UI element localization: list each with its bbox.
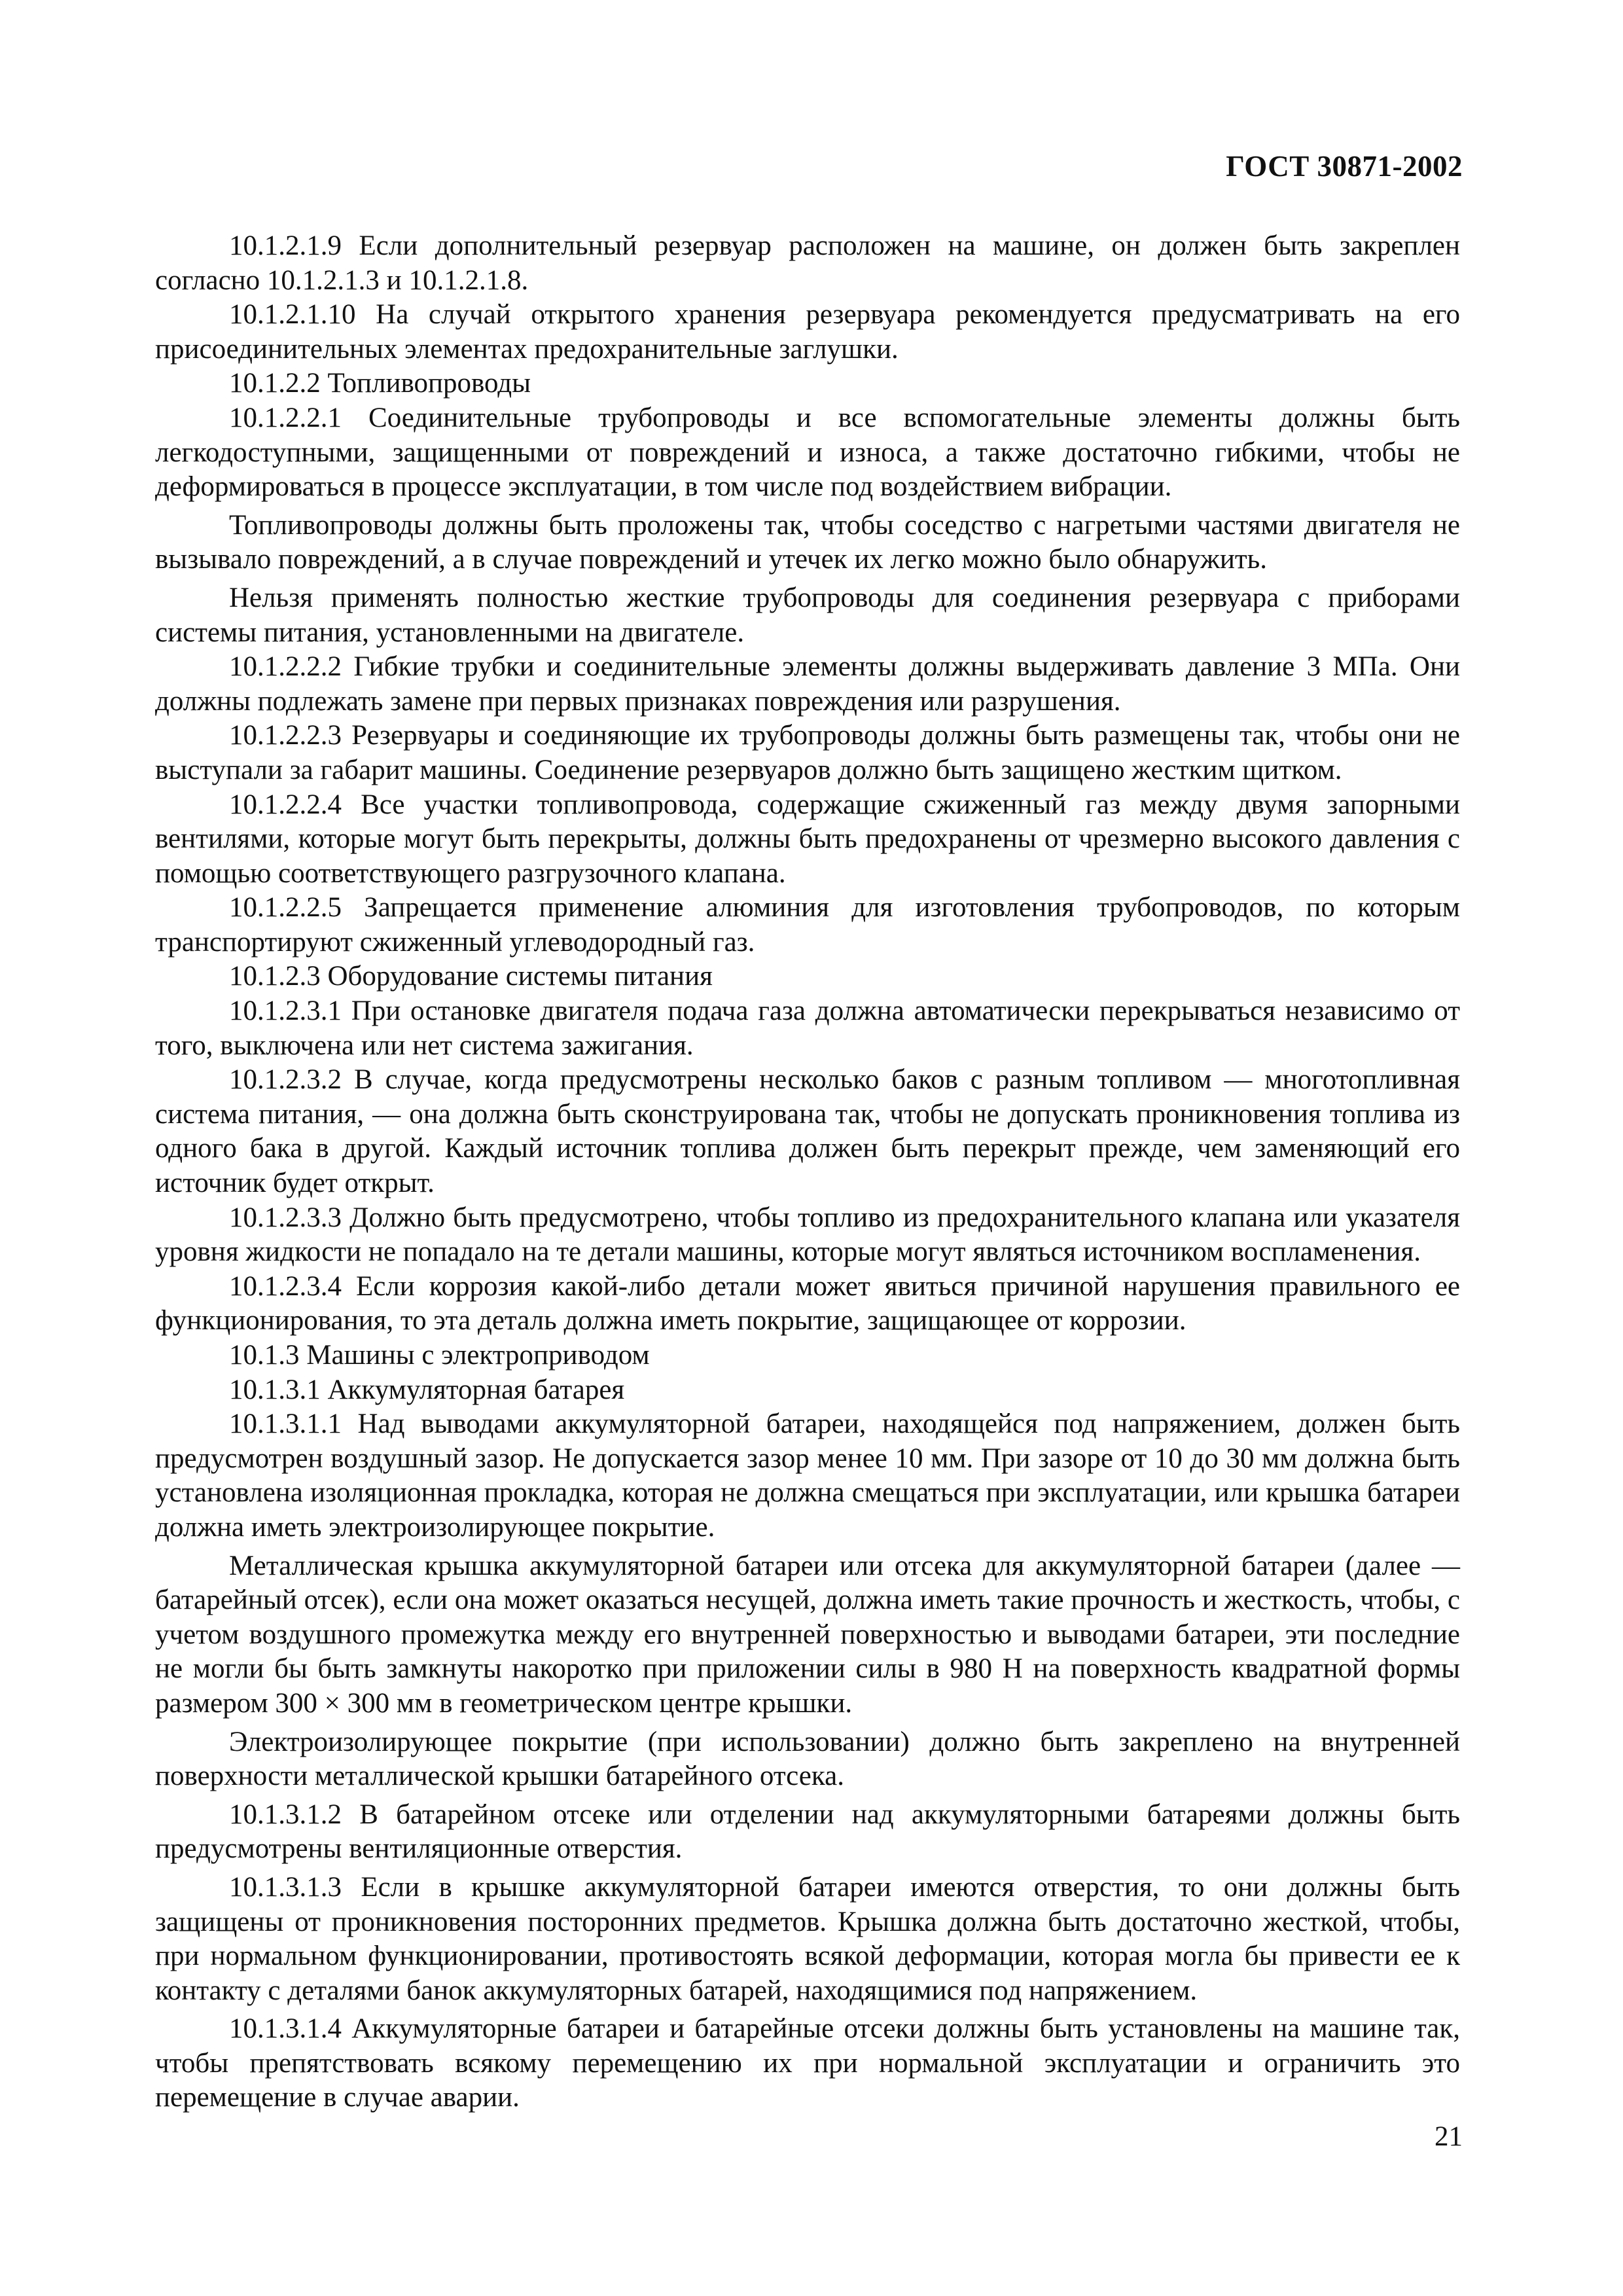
standard-designation: ГОСТ 30871-2002 xyxy=(1226,150,1463,183)
paragraph-insulating-coating: Электроизолирующее покрытие (при использовании) должно быть закреплено на внутренней поверхности металлической крышки батарейного отсека. xyxy=(155,1726,1460,1792)
paragraph-10-1-2-2-5: 10.1.2.2.5 Запрещается применение алюминия для изготовления трубопроводов, по которым транспортируют сжиженный углеводородный газ. xyxy=(155,892,1460,958)
paragraph-10-1-2-2-1: 10.1.2.2.1 Соединительные трубопроводы и все вспомогательные элементы должны быть легкодоступными, защищенными от повреждений и износа, а также достаточно гибкими, чтобы не деформироваться в процессе эксплуатации, в том числе под воздействием вибрации. xyxy=(155,402,1460,503)
paragraph-10-1-2-1-9: 10.1.2.1.9 Если дополнительный резервуар расположен на машине, он должен быть закреплен согласно 10.1.2.1.3 и 10.1.2.1.8. xyxy=(155,230,1460,296)
paragraph-10-1-2-3-4: 10.1.2.3.4 Если коррозия какой-либо детали может явиться причиной нарушения правильного ее функционирования, то эта деталь должна иметь покрытие, защищающее от коррозии. xyxy=(155,1270,1460,1336)
paragraph-10-1-2-2-2: 10.1.2.2.2 Гибкие трубки и соединительные элементы должны выдерживать давление 3 МПа. Они должны подлежать замене при первых признаках повреждения или разрушения. xyxy=(155,651,1460,717)
paragraph-10-1-2-1-10: 10.1.2.1.10 На случай открытого хранения резервуара рекомендуется предусматривать на его присоединительных элементах предохранительные заглушки. xyxy=(155,299,1460,365)
page-number: 21 xyxy=(1435,2121,1463,2152)
paragraph-10-1-2-2-3: 10.1.2.2.3 Резервуары и соединяющие их трубопроводы должны быть размещены так, чтобы они не выступали за габарит машины. Соединение резервуаров должно быть защищено жестким щитком. xyxy=(155,720,1460,785)
paragraph-10-1-2-3-3: 10.1.2.3.3 Должно быть предусмотрено, чтобы топливо из предохранительного клапана или указателя уровня жидкости не попадало на те детали машины, которые могут являться источником воспламенения. xyxy=(155,1202,1460,1268)
paragraph-10-1-2-3-2: 10.1.2.3.2 В случае, когда предусмотрены несколько баков с разным топливом — многотопливная система питания, — она должна быть сконструирована так, чтобы не допускать проникновения топлива из одного бака в другой. Каждый источник топлива должен быть перекрыт прежде, чем заменяющий его источник будет открыт. xyxy=(155,1064,1460,1199)
paragraph-metal-cover: Металлическая крышка аккумуляторной батареи или отсека для аккумуляторной батареи (далее — батарейный отсек), если она может оказаться несущей, должна иметь такие прочность и жесткость, чтобы, с учетом воздушного промежутка между его внутренней поверхностью и выводами батареи, эти последние не могли бы быть замкнуты накоротко при приложении силы в 980 Н на поверхность квадратной формы размером 300 × 300 мм в геометрическом центре крышки. xyxy=(155,1550,1460,1719)
section-heading-electric-machines: 10.1.3 Машины с электроприводом xyxy=(229,1340,650,1371)
section-heading-fuel-system-equipment: 10.1.2.3 Оборудование системы питания xyxy=(229,961,713,992)
paragraph-10-1-3-1-4: 10.1.3.1.4 Аккумуляторные батареи и батарейные отсеки должны быть установлены на машине так, чтобы препятствовать всякому перемещению их при нормальной эксплуатации и ограничить это перемещение в случае аварии. xyxy=(155,2013,1460,2113)
paragraph-10-1-2-2-4: 10.1.2.2.4 Все участки топливопровода, содержащие сжиженный газ между двумя запорными вентилями, которые могут быть перекрыты, должны быть предохранены от чрезмерно высокого давления с помощью соответствующего разгрузочного клапана. xyxy=(155,789,1460,889)
section-heading-fuel-lines: 10.1.2.2 Топливопроводы xyxy=(229,368,531,399)
paragraph-10-1-2-3-1: 10.1.2.3.1 При остановке двигателя подача газа должна автоматически перекрываться независимо от того, выключена или нет система зажигания. xyxy=(155,996,1460,1061)
body-text xyxy=(155,229,1460,2115)
paragraph-fuel-lines-routing: Топливопроводы должны быть проложены так, чтобы соседство с нагретыми частями двигателя не вызывало повреждений, а в случае повреждений и утечек их легко можно было обнаружить. xyxy=(155,509,1460,575)
paragraph-rigid-pipes: Нельзя применять полностью жесткие трубопроводы для соединения резервуара с приборами системы питания, установленными на двигателе. xyxy=(155,582,1460,648)
section-heading-battery: 10.1.3.1 Аккумуляторная батарея xyxy=(229,1374,625,1405)
paragraph-10-1-3-1-3: 10.1.3.1.3 Если в крышке аккумуляторной батареи имеются отверстия, то они должны быть защищены от проникновения посторонних предметов. Крышка должна быть достаточно жесткой, чтобы, при нормальном функционировании, противостоять всякой деформации, которая могла бы привести ее к контакту с деталями банок аккумуляторных батарей, находящимися под напряжением. xyxy=(155,1871,1460,2006)
paragraph-10-1-3-1-1: 10.1.3.1.1 Над выводами аккумуляторной батареи, находящейся под напряжением, должен быть предусмотрен воздушный зазор. Не допускается зазор менее 10 мм. При зазоре от 10 до 30 мм должна быть установлена изоляционная прокладка, которая не должна смещаться при эксплуатации, или крышка батареи должна иметь электроизолирующее покрытие. xyxy=(155,1408,1460,1543)
paragraph-10-1-3-1-2: 10.1.3.1.2 В батарейном отсеке или отделении над аккумуляторными батареями должны быть предусмотрены вентиляционные отверстия. xyxy=(155,1799,1460,1865)
